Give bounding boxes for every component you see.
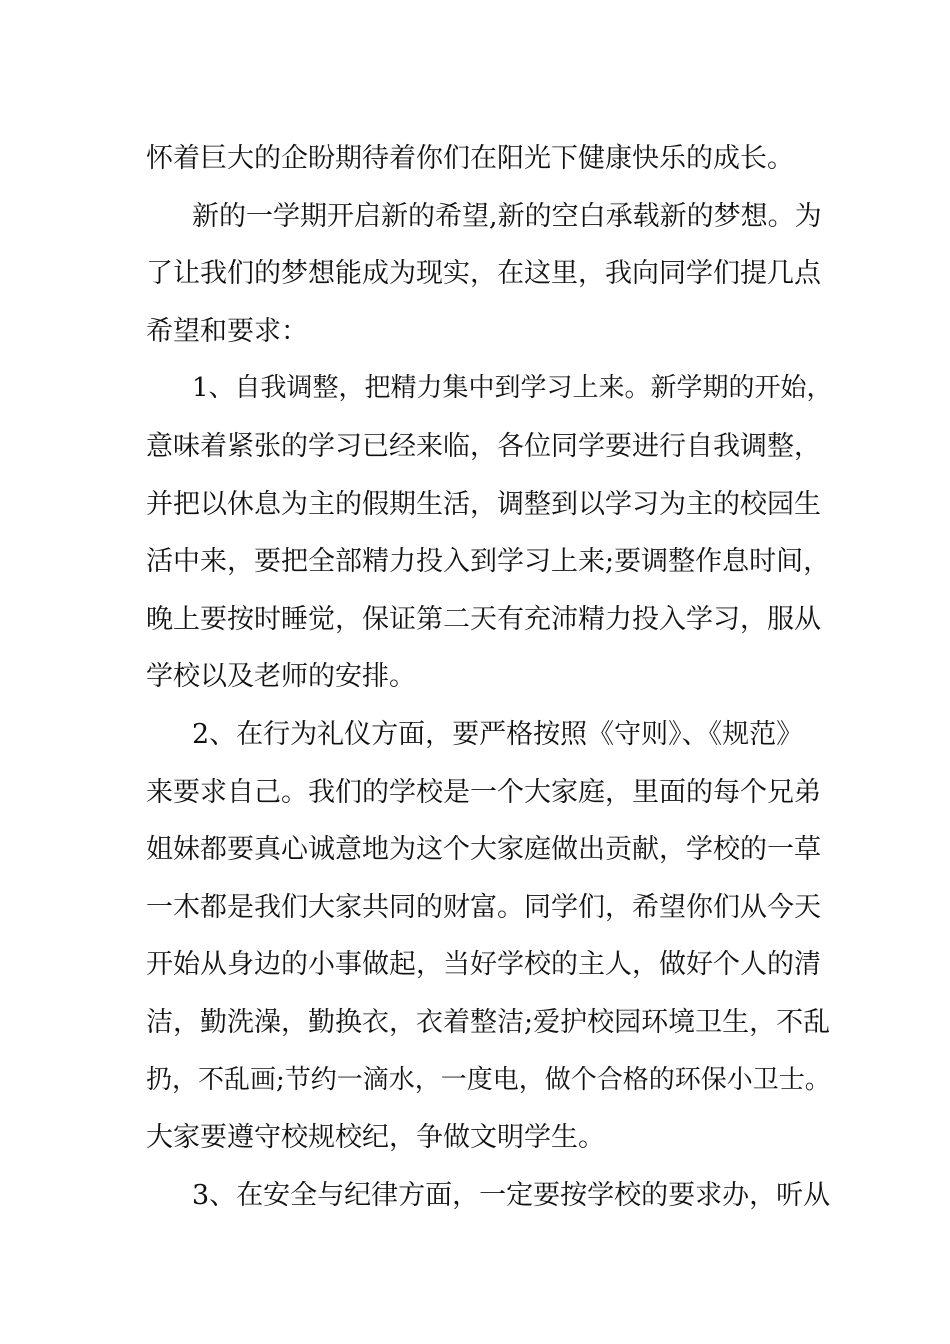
text-line: 学校以及老师的安排。 xyxy=(146,661,416,693)
text-line: 并把以休息为主的假期生活，调整到以学习为主的校园生 xyxy=(146,488,821,520)
text-line: 意味着紧张的学习已经来临，各位同学要进行自我调整， xyxy=(146,430,821,462)
text-line: 姐妹都要真心诚意地为这个大家庭做出贡献，学校的一草 xyxy=(146,834,821,866)
text-line: 扔，不乱画;节约一滴水，一度电，做个合格的环保小卫士。 xyxy=(146,1064,831,1095)
text-line: 活中来，要把全部精力投入到学习上来;要调整作息时间， xyxy=(146,546,831,578)
paragraph-start-line: 新的一学期开启新的希望,新的空白承载新的梦想。为 xyxy=(192,200,822,232)
text-line: 大家要遵守校规校纪，争做文明学生。 xyxy=(146,1122,605,1154)
paragraph-start-line: 1、自我调整，把精力集中到学习上来。新学期的开始， xyxy=(192,373,833,404)
text-line: 怀着巨大的企盼期待着你们在阳光下健康快乐的成长。 xyxy=(146,143,794,174)
paragraph-start-line: 2、在行为礼仪方面，要严格按照《守则》、《规范》 xyxy=(192,718,804,750)
document-body xyxy=(146,130,836,1224)
text-line: 了让我们的梦想能成为现实，在这里，我向同学们提几点 xyxy=(146,258,821,290)
text-line: 希望和要求： xyxy=(146,315,308,347)
text-line: 开始从身边的小事做起，当好学校的主人，做好个人的清 xyxy=(146,949,821,981)
paragraph-start-line: 3、在安全与纪律方面，一定要按学校的要求办，听从 xyxy=(192,1179,831,1211)
text-line: 晚上要按时睡觉，保证第二天有充沛精力投入学习，服从 xyxy=(146,603,821,635)
text-line: 一木都是我们大家共同的财富。同学们，希望你们从今天 xyxy=(146,891,821,923)
text-line: 来要求自己。我们的学校是一个大家庭，里面的每个兄弟 xyxy=(146,776,821,808)
text-line: 洁，勤洗澡，勤换衣，衣着整洁;爱护校园环境卫生，不乱 xyxy=(146,1006,831,1038)
